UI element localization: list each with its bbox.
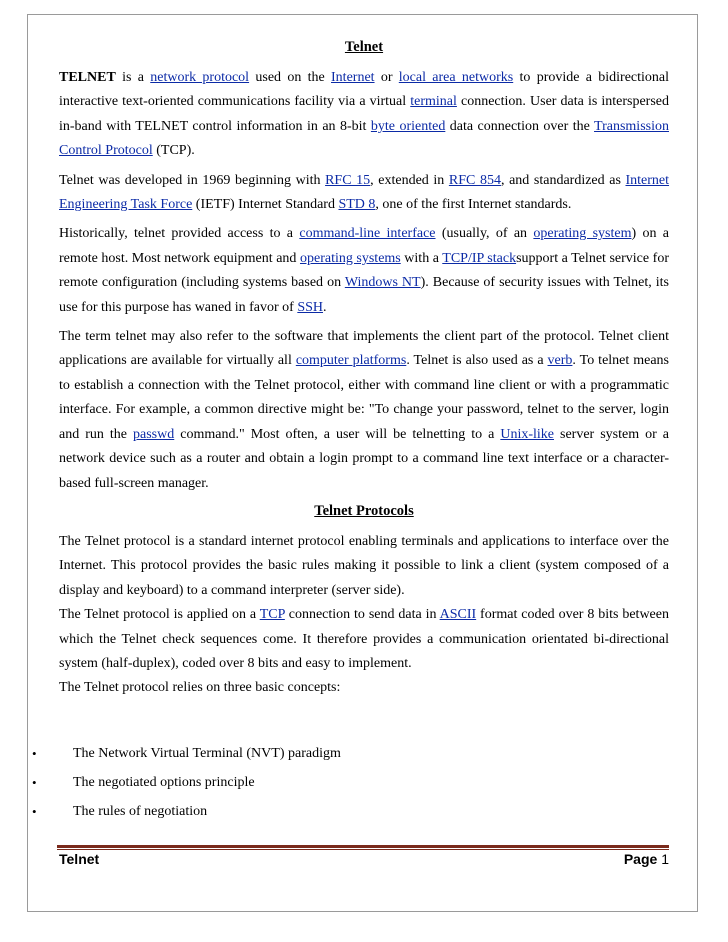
link-operating-system[interactable]: operating system: [533, 226, 632, 242]
text: , extended in: [370, 172, 449, 188]
page-number: [624, 851, 669, 867]
text: command." Most often, a user will be telnetting to a: [174, 426, 501, 442]
paragraph-usage: [59, 222, 669, 320]
link-network-protocol[interactable]: network protocol: [150, 70, 250, 85]
text: . Telnet is also used as a: [406, 353, 548, 369]
section-title: Telnet Protocols: [314, 502, 414, 519]
link-verb[interactable]: verb: [547, 353, 573, 369]
document-body: [59, 36, 669, 701]
text: Telnet was developed in 1969 beginning with: [59, 172, 326, 188]
link-rfc-854[interactable]: RFC 854: [448, 172, 501, 188]
link-command-line-interface[interactable]: command-line interface: [299, 226, 436, 242]
text: ) on a remote host. Most network equipment and: [59, 226, 670, 266]
list-item-text: The Network Virtual Terminal (NVT) paradigm: [73, 746, 341, 761]
page-footer: [59, 851, 669, 871]
text: format coded over 8 bits between which the Telnet check sequences come. It therefore provides a communication orientated bi-directional system (half-duplex), coded over 8 bits and easy to implement.: [59, 607, 669, 671]
text: server system or a network device such as a router and obtain a login prompt to a command line text interface or a character-based full-screen manager.: [59, 426, 670, 491]
link-unix-like[interactable]: Unix-like: [500, 426, 554, 442]
footer-rule-thin: [57, 849, 669, 850]
bullet-icon: •: [32, 804, 37, 819]
link-operating-systems[interactable]: operating systems: [299, 250, 401, 266]
text: , one of the first Internet standards.: [375, 197, 572, 213]
bullet-icon: •: [32, 775, 37, 790]
link-local-area-networks[interactable]: local area networks: [398, 70, 514, 85]
link-byte-oriented[interactable]: byte oriented: [370, 118, 446, 134]
text: . To telnet means to establish a connection with the Telnet protocol, either with command line client or with a programmatic interface. For example, a common directive might be: "To change your password, telnet to the server, login and run the: [59, 353, 670, 442]
text: ). Because of security issues with Telnet, its use for this purpose has waned in favor of: [59, 275, 670, 315]
term-telnet: TELNET: [59, 70, 116, 85]
link-passwd[interactable]: passwd: [133, 426, 175, 442]
text: data connection over the: [445, 118, 595, 134]
paragraph-intro: [59, 66, 669, 164]
list-item: [32, 739, 341, 768]
page-number-value: 1: [661, 851, 669, 867]
text: to provide a bidirectional interactive text-oriented communications facility via a virtual: [59, 70, 670, 110]
paragraph-history: [59, 169, 669, 218]
text: The Telnet protocol is applied on a: [59, 607, 260, 623]
text: support a Telnet service for remote configuration (including systems based on: [59, 250, 669, 291]
footer-title: Telnet: [59, 851, 100, 867]
text: .: [323, 299, 327, 315]
text: or: [374, 70, 399, 85]
link-ietf[interactable]: Internet Engineering Task Force: [59, 172, 670, 213]
text: connection. User data is interspersed in-band with TELNET control information in an 8-bit: [59, 94, 670, 134]
link-terminal[interactable]: terminal: [410, 94, 457, 110]
page-title: Telnet: [344, 39, 384, 55]
list-item-text: The negotiated options principle: [73, 775, 255, 790]
paragraph-protocol-tcp: [59, 603, 669, 676]
page-label: Page: [623, 851, 658, 867]
text: (TCP).: [152, 143, 195, 159]
text: The term telnet may also refer to the software that implements the client part of the protocol. Telnet client applications are available for virtually all: [59, 329, 669, 369]
list-item: [32, 768, 341, 797]
text: (usually, of an: [435, 226, 534, 242]
link-transmission-control-protocol[interactable]: Transmission Control Protocol: [59, 118, 669, 159]
link-ssh[interactable]: SSH: [297, 299, 324, 315]
link-computer-platforms[interactable]: computer platforms: [295, 353, 407, 369]
list-item: [32, 797, 341, 826]
bullet-icon: •: [32, 746, 37, 761]
text: (IETF) Internet Standard: [192, 197, 339, 213]
link-tcp[interactable]: TCP: [259, 607, 285, 623]
paragraph-protocol-overview: The Telnet protocol is a standard internet protocol enabling terminals and applications to interface over the Internet. This protocol provides the basic rules making it possible to link a client (system composed of a display and keyboard) to a command interpreter (server side).: [59, 533, 669, 598]
concepts-list: [32, 739, 341, 826]
text: with a: [400, 250, 443, 266]
link-tcp-ip-stack[interactable]: TCP/IP stack: [442, 250, 517, 266]
link-std-8[interactable]: STD 8: [338, 197, 376, 213]
link-internet[interactable]: Internet: [331, 70, 375, 85]
paragraph-concepts-intro: The Telnet protocol relies on three basic concepts:: [59, 680, 341, 696]
text: Historically, telnet provided access to a: [59, 226, 300, 242]
link-windows-nt[interactable]: Windows NT: [344, 275, 421, 291]
text: used on the: [249, 70, 332, 85]
link-ascii[interactable]: ASCII: [439, 607, 477, 623]
link-rfc-15[interactable]: RFC 15: [325, 172, 371, 188]
list-item-text: The rules of negotiation: [73, 804, 208, 819]
paragraph-client: [59, 325, 669, 496]
text: connection to send data in: [284, 607, 440, 623]
text: , and standardized as: [500, 172, 626, 188]
footer-rule-thick: [57, 845, 669, 848]
text: is a: [115, 70, 151, 85]
